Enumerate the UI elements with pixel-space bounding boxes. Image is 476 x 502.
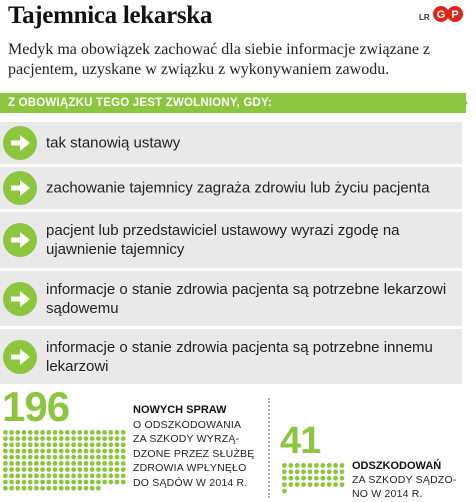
stat-dot xyxy=(28,473,33,478)
stat-label-new-cases: NOWYCH SPRAW xyxy=(133,404,227,416)
stat-dot xyxy=(301,482,306,487)
stat-dot xyxy=(115,461,120,466)
stat-dot xyxy=(40,455,45,460)
stat-dot xyxy=(28,486,33,491)
stat-dot xyxy=(46,486,51,491)
stat-dot xyxy=(3,467,8,472)
stat-dot xyxy=(65,467,70,472)
stat-dot xyxy=(84,436,89,441)
stat-dot xyxy=(40,480,45,485)
stat-dot xyxy=(40,486,45,491)
section-banner: Z OBOWIĄZKU TEGO JEST ZWOLNIONY, GDY: xyxy=(0,93,466,113)
stat-dot xyxy=(9,461,14,466)
stat-dot xyxy=(59,473,64,478)
arrow-right-circle-icon xyxy=(3,340,37,374)
stat-dot xyxy=(28,442,33,447)
stat-dot xyxy=(320,476,325,481)
stat-dot xyxy=(333,476,338,481)
stat-dot xyxy=(53,467,58,472)
stat-dot xyxy=(59,449,64,454)
stat-dot xyxy=(28,461,33,466)
stat-dot xyxy=(15,480,20,485)
stat-dot xyxy=(15,461,20,466)
stat-dot xyxy=(46,430,51,435)
stat-dot xyxy=(102,436,107,441)
stat-dot xyxy=(121,461,126,466)
stat-desc-line: DZONE PRZEZ SŁUŻBĘ xyxy=(133,447,255,460)
stat-dot xyxy=(115,467,120,472)
stat-dot xyxy=(301,463,306,468)
stat-dot xyxy=(40,436,45,441)
page-title: Tajemnica lekarska xyxy=(8,2,213,29)
stat-dot xyxy=(327,476,332,481)
stat-dot xyxy=(59,461,64,466)
stat-dot xyxy=(53,480,58,485)
stat-dot xyxy=(108,473,113,478)
stat-dot xyxy=(34,455,39,460)
stat-desc-line: DO SĄDÓW W 2014 R. xyxy=(133,476,248,489)
stat-dot xyxy=(71,449,76,454)
stat-dot xyxy=(34,480,39,485)
stat-dot xyxy=(28,455,33,460)
stat-dot xyxy=(53,461,58,466)
stat-dot xyxy=(71,430,76,435)
stat-dot xyxy=(65,436,70,441)
stat-dot xyxy=(22,480,27,485)
stat-dot xyxy=(71,486,76,491)
stat-dot xyxy=(3,449,8,454)
stat-dot xyxy=(96,467,101,472)
stat-value-new-cases: 196 xyxy=(2,383,70,430)
stat-dot xyxy=(3,430,8,435)
stat-dot xyxy=(121,467,126,472)
stat-dot xyxy=(102,473,107,478)
stat-dot xyxy=(96,436,101,441)
stat-dot xyxy=(288,469,293,474)
stat-dot xyxy=(46,467,51,472)
stat-desc-line: ZA SZKODY WYRZĄ- xyxy=(133,433,240,446)
condition-text: pacjent lub przedstawiciel ustawowy wyrazi zgodę na ujawnienie tajemnicy xyxy=(46,222,400,258)
stat-dot xyxy=(53,442,58,447)
stat-dot xyxy=(301,469,306,474)
stat-dot xyxy=(40,461,45,466)
stat-dot xyxy=(308,469,313,474)
stat-dot xyxy=(3,436,8,441)
stat-dot xyxy=(115,473,120,478)
stat-dot xyxy=(90,480,95,485)
stat-dot xyxy=(71,473,76,478)
stat-dot xyxy=(84,442,89,447)
stat-dot xyxy=(282,463,287,468)
stat-dot xyxy=(28,436,33,441)
stat-dot xyxy=(108,430,113,435)
stat-value-compensations: 41 xyxy=(280,420,321,462)
stat-dot xyxy=(34,442,39,447)
stat-dot xyxy=(9,436,14,441)
stat-dot xyxy=(84,486,89,491)
stat-dot xyxy=(71,480,76,485)
stat-dot xyxy=(3,480,8,485)
stat-dot xyxy=(3,442,8,447)
condition-item xyxy=(0,329,462,384)
stat-dot xyxy=(53,455,58,460)
stat-dot xyxy=(102,461,107,466)
stat-dot xyxy=(96,449,101,454)
stat-dot xyxy=(65,430,70,435)
stat-dot xyxy=(295,476,300,481)
stat-dot xyxy=(96,486,101,491)
stat-dot xyxy=(308,476,313,481)
stat-dot xyxy=(108,455,113,460)
condition-text: zachowanie tajemnicy zagraża zdrowiu lub życiu pacjenta xyxy=(46,179,430,197)
stat-dot xyxy=(22,461,27,466)
stat-dot xyxy=(96,430,101,435)
stat-dot xyxy=(34,436,39,441)
stat-dot xyxy=(84,461,89,466)
stat-dot xyxy=(28,480,33,485)
stat-dot xyxy=(288,482,293,487)
stat-dot xyxy=(28,449,33,454)
stat-dot xyxy=(333,469,338,474)
stat-dot xyxy=(77,430,82,435)
stat-dot xyxy=(84,473,89,478)
condition-item xyxy=(0,212,462,268)
stat-desc-line: ZA SZKODY SĄDZO- xyxy=(352,474,457,486)
stat-dot xyxy=(71,455,76,460)
stat-dot xyxy=(327,469,332,474)
stat-dot xyxy=(90,461,95,466)
stat-dot xyxy=(121,430,126,435)
stat-dot xyxy=(102,467,107,472)
stat-dot xyxy=(121,455,126,460)
publisher-logo xyxy=(432,5,466,23)
stat-dot xyxy=(327,463,332,468)
banner-arrow xyxy=(458,93,468,113)
stat-desc-new-cases xyxy=(133,418,254,490)
stat-dot xyxy=(9,473,14,478)
stat-dot xyxy=(53,486,58,491)
stat-dot xyxy=(295,469,300,474)
stat-dot xyxy=(340,469,345,474)
stat-desc-line: ZDROWIA WPŁYNĘŁO xyxy=(133,462,247,475)
stat-dot xyxy=(84,480,89,485)
stat-dot xyxy=(9,480,14,485)
stat-dot xyxy=(53,449,58,454)
stat-dot xyxy=(40,473,45,478)
stat-dot xyxy=(121,449,126,454)
stat-dot xyxy=(295,482,300,487)
stat-dot xyxy=(314,469,319,474)
stat-dot xyxy=(46,461,51,466)
stat-dot xyxy=(15,486,20,491)
stat-dot xyxy=(108,436,113,441)
stat-dot xyxy=(340,482,345,487)
stat-dot xyxy=(34,486,39,491)
stat-label-compensations: ODSZKODOWAŃ xyxy=(352,460,442,472)
stat-dot xyxy=(46,480,51,485)
stat-dot xyxy=(15,467,20,472)
stat-dot xyxy=(59,430,64,435)
stat-dot xyxy=(65,449,70,454)
stat-dot xyxy=(282,489,287,494)
stat-dot xyxy=(71,461,76,466)
stat-dot xyxy=(102,430,107,435)
stats-divider xyxy=(268,398,270,498)
author-credit: LR xyxy=(419,13,430,22)
stat-dot xyxy=(333,482,338,487)
stat-dot xyxy=(15,449,20,454)
stat-dot xyxy=(15,436,20,441)
stat-dot xyxy=(308,482,313,487)
stat-dot xyxy=(9,467,14,472)
stat-dot xyxy=(333,463,338,468)
stat-dot xyxy=(9,449,14,454)
stat-dot xyxy=(40,430,45,435)
stat-dot xyxy=(22,442,27,447)
stat-dot xyxy=(59,442,64,447)
stat-desc-compensations xyxy=(352,473,457,502)
stat-desc-line: O ODSZKODOWANIA xyxy=(133,419,242,431)
stat-dot xyxy=(28,467,33,472)
stat-dot xyxy=(22,449,27,454)
stat-dot xyxy=(34,461,39,466)
stat-dot xyxy=(22,467,27,472)
stat-dot xyxy=(65,461,70,466)
stat-dot xyxy=(108,449,113,454)
stat-dot xyxy=(9,430,14,435)
stat-dot xyxy=(9,455,14,460)
stat-dot xyxy=(90,449,95,454)
stat-dot xyxy=(115,436,120,441)
stat-dot xyxy=(295,463,300,468)
stat-dot xyxy=(90,473,95,478)
stat-dot xyxy=(115,442,120,447)
stat-dot xyxy=(65,473,70,478)
stat-dot xyxy=(15,430,20,435)
arrow-right-circle-icon xyxy=(3,282,37,316)
stat-dot xyxy=(59,436,64,441)
svg-text:P: P xyxy=(451,9,459,21)
svg-text:G: G xyxy=(436,9,446,21)
stat-dot xyxy=(327,482,332,487)
stat-dot xyxy=(314,476,319,481)
stat-dot xyxy=(288,476,293,481)
stat-dot xyxy=(84,455,89,460)
stat-dot xyxy=(320,469,325,474)
stat-dot xyxy=(77,461,82,466)
stat-dot xyxy=(59,455,64,460)
stat-dot xyxy=(115,480,120,485)
arrow-right-circle-icon xyxy=(3,223,37,257)
stat-dot xyxy=(108,480,113,485)
stat-dot xyxy=(314,463,319,468)
arrow-right-circle-icon xyxy=(3,126,37,160)
stat-dot xyxy=(115,455,120,460)
stat-dot xyxy=(77,473,82,478)
stat-dot xyxy=(102,449,107,454)
stat-dot xyxy=(9,486,14,491)
stat-dot xyxy=(59,480,64,485)
stat-dot xyxy=(320,482,325,487)
stat-dot xyxy=(77,449,82,454)
stat-dot xyxy=(34,467,39,472)
stat-dot xyxy=(77,455,82,460)
stat-dot xyxy=(71,467,76,472)
stat-dot xyxy=(46,455,51,460)
stat-dot xyxy=(34,449,39,454)
stat-dot xyxy=(77,480,82,485)
stat-dot xyxy=(40,449,45,454)
stat-dot xyxy=(102,442,107,447)
stat-dot xyxy=(121,473,126,478)
stat-dot xyxy=(28,430,33,435)
stat-dot xyxy=(301,476,306,481)
stat-dot xyxy=(3,486,8,491)
stat-dot xyxy=(90,455,95,460)
arrow-right-circle-icon xyxy=(3,171,37,205)
stat-dot-grid-new-cases xyxy=(3,430,127,496)
stat-desc-line: NO W 2014 R. xyxy=(352,488,423,501)
stat-dot xyxy=(90,442,95,447)
stat-dot xyxy=(3,461,8,466)
stat-dot xyxy=(46,473,51,478)
stat-dot xyxy=(102,455,107,460)
stat-dot xyxy=(288,463,293,468)
stat-dot xyxy=(308,463,313,468)
stat-dot xyxy=(102,480,107,485)
stat-dot xyxy=(15,473,20,478)
stat-dot xyxy=(282,469,287,474)
stat-dot xyxy=(90,486,95,491)
stat-dot xyxy=(71,436,76,441)
stat-dot xyxy=(96,461,101,466)
stat-dot xyxy=(96,442,101,447)
stat-dot xyxy=(22,473,27,478)
stat-dot xyxy=(282,476,287,481)
condition-text: tak stanowią ustawy xyxy=(46,134,181,152)
stat-dot xyxy=(59,467,64,472)
stat-dot xyxy=(59,486,64,491)
stat-dot xyxy=(65,480,70,485)
intro-text: Medyk ma obowiązek zachować dla siebie informacje związane z pacjentem, uzyskane w związku z wykonywaniem zawodu. xyxy=(8,41,431,78)
stat-dot xyxy=(22,455,27,460)
stat-dot xyxy=(65,486,70,491)
stat-dot xyxy=(77,442,82,447)
stat-dot xyxy=(121,442,126,447)
stat-dot xyxy=(320,463,325,468)
stat-dot xyxy=(53,430,58,435)
stat-dot xyxy=(53,436,58,441)
condition-item xyxy=(0,122,462,164)
stat-dot xyxy=(108,461,113,466)
condition-text: informacje o stanie zdrowia pacjenta są potrzebne lekarzowi sądowemu xyxy=(46,280,447,317)
condition-text: informacje o stanie zdrowia pacjenta są potrzebne innemu lekarzowi xyxy=(46,338,433,375)
stat-dot xyxy=(46,449,51,454)
stat-dot xyxy=(53,473,58,478)
stat-dot xyxy=(65,442,70,447)
stat-dot xyxy=(34,473,39,478)
stat-dot xyxy=(96,455,101,460)
stat-dot xyxy=(46,442,51,447)
condition-item xyxy=(0,271,462,326)
stat-dot xyxy=(108,442,113,447)
stat-dot xyxy=(40,442,45,447)
stat-dot xyxy=(115,449,120,454)
stat-dot xyxy=(15,455,20,460)
stat-dot xyxy=(108,467,113,472)
condition-item xyxy=(0,167,462,209)
stat-dot xyxy=(84,449,89,454)
stat-dot xyxy=(3,455,8,460)
stat-dot xyxy=(40,467,45,472)
stat-dot xyxy=(46,436,51,441)
stat-dot xyxy=(84,467,89,472)
stat-dot-grid-compensations xyxy=(282,463,348,495)
stat-dot xyxy=(3,473,8,478)
stat-dot xyxy=(65,455,70,460)
stat-dot xyxy=(90,436,95,441)
stat-dot xyxy=(22,430,27,435)
stat-dot xyxy=(115,430,120,435)
stat-dot xyxy=(96,480,101,485)
stat-dot xyxy=(282,482,287,487)
stat-dot xyxy=(90,430,95,435)
stat-dot xyxy=(71,442,76,447)
stat-dot xyxy=(77,486,82,491)
stat-dot xyxy=(340,476,345,481)
stat-dot xyxy=(314,482,319,487)
stat-dot xyxy=(15,442,20,447)
stat-dot xyxy=(340,463,345,468)
stat-dot xyxy=(90,467,95,472)
stat-dot xyxy=(84,430,89,435)
stat-dot xyxy=(9,442,14,447)
stat-dot xyxy=(22,486,27,491)
stat-dot xyxy=(77,436,82,441)
stat-dot xyxy=(96,473,101,478)
stat-dot xyxy=(34,430,39,435)
stat-dot xyxy=(77,467,82,472)
stat-dot xyxy=(22,436,27,441)
stat-dot xyxy=(121,480,126,485)
stat-dot xyxy=(121,436,126,441)
